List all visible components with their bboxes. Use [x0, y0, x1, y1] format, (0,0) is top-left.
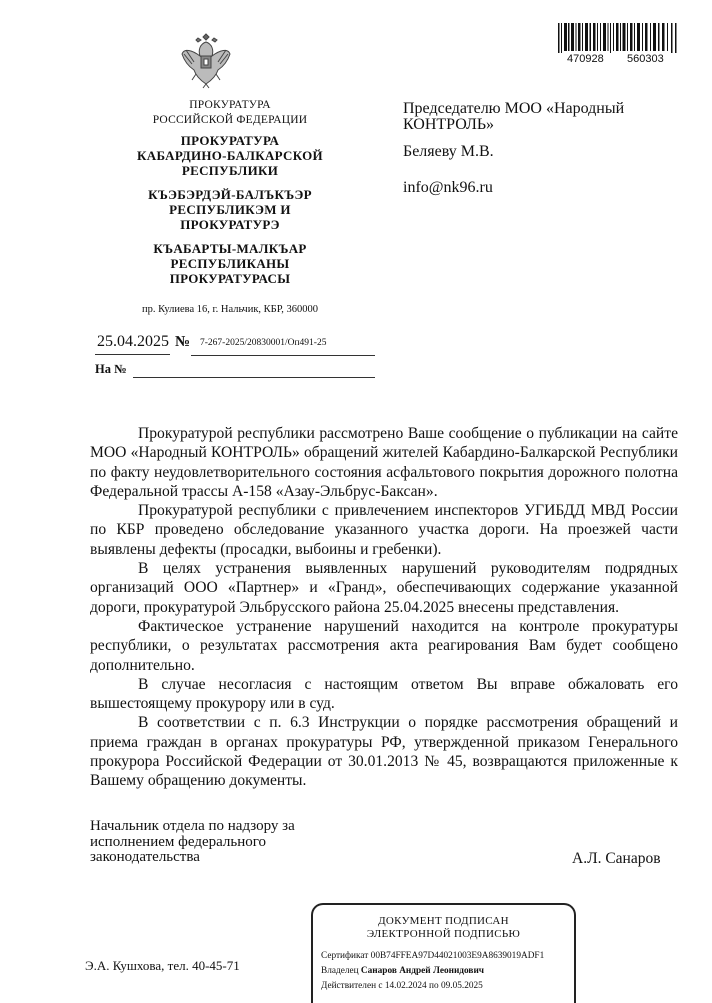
- number-label: №: [175, 334, 191, 350]
- org-regional-ru: ПРОКУРАТУРА КАБАРДИНО-БАЛКАРСКОЙ РЕСПУБЛИКИ: [137, 133, 323, 178]
- reply-to-label: На №: [95, 362, 127, 376]
- stamp-title: ДОКУМЕНТ ПОДПИСАН ЭЛЕКТРОННОЙ ПОДПИСЬЮ: [366, 915, 521, 940]
- body-paragraph: Прокуратурой республики с привлечением инспекторов УГИБДД МВД России по КБР проведено обследование указанного участка дороги. На проезжей части выявлены дефекты (просадки, выбоины и гребенки).: [90, 502, 678, 558]
- document-date: 25.04.2025: [97, 333, 169, 350]
- org-regional-krc: КЪАБАРТЫ-МАЛКЪАР РЕСПУБЛИКАНЫ ПРОКУРАТУРАСЫ: [153, 241, 307, 286]
- executor-contact: Э.А. Кушхова, тел. 40-45-71: [85, 958, 240, 973]
- stamp-owner: Владелец Санаров Андрей Леонидович: [321, 966, 485, 976]
- barcode: [558, 23, 678, 53]
- body-paragraph: Прокуратурой республики рассмотрено Ваше сообщение о публикации на сайте МОО «Народный КОНТРОЛЬ» обращений жителей Кабардино-Балкарской Республики по факту неудовлетворительного состояния асфальтового покрытия дорожного полотна Федеральной трассы А-158 «Азау-Эльбрус-Баксан».: [90, 425, 678, 500]
- barcode-number-left: 470928: [567, 53, 604, 65]
- stamp-certificate: Сертификат 00B74FFEA97D44021003E9A8639019ADF1: [321, 951, 545, 961]
- recipient-position: Председателю МОО «Народный КОНТРОЛЬ»: [403, 100, 625, 133]
- russian-coat-of-arms-icon: [178, 30, 234, 90]
- body-paragraph: В соответствии с п. 6.3 Инструкции о порядке рассмотрения обращений и приема граждан в органах прокуратуры РФ, утвержденной приказом Генерального прокурора Российской Федерации от 30.01.2013 № 45, возвращаются приложенные к Вашему обращению документы.: [90, 714, 678, 790]
- body-paragraph: В случае несогласия с настоящим ответом Вы вправе обжаловать его вышестоящему прокурору или в суд.: [90, 675, 678, 713]
- recipient-name: Беляеву М.В.: [403, 143, 494, 160]
- barcode-number-right: 560303: [627, 53, 664, 65]
- registration-number: 7-267-2025/20830001/Оп491-25: [200, 338, 327, 348]
- reply-to-underline: [133, 377, 375, 378]
- stamp-validity: Действителен с 14.02.2024 по 09.05.2025: [321, 981, 483, 991]
- org-address: пр. Кулиева 16, г. Нальчик, КБР, 360000: [142, 304, 318, 315]
- org-regional-kbd: КЪЭБЭРДЭЙ-БАЛЪКЪЭР РЕСПУБЛИКЭМ И ПРОКУРАТУРЭ: [148, 187, 312, 232]
- signer-position: Начальник отдела по надзору за исполнением федерального законодательства: [90, 818, 295, 865]
- org-federal: ПРОКУРАТУРА РОССИЙСКОЙ ФЕДЕРАЦИИ: [152, 99, 308, 126]
- letter-body: [90, 424, 678, 791]
- date-underline: [95, 354, 170, 355]
- e-signature-stamp: [311, 903, 576, 1003]
- number-underline: [191, 355, 375, 356]
- body-paragraph: Фактическое устранение нарушений находится на контроле прокуратуры республики, о результатах рассмотрения акта реагирования Вам будет сообщено дополнительно.: [90, 617, 678, 674]
- signer-name: А.Л. Санаров: [572, 850, 661, 867]
- body-paragraph: В целях устранения выявленных нарушений руководителям подрядных организаций ООО «Партнер» и «Гранд», обеспечивающих содержание указанной дороги, прокуратурой Эльбрусского района 25.04.2025 внесены представления.: [90, 560, 678, 616]
- recipient-email: info@nk96.ru: [403, 179, 493, 196]
